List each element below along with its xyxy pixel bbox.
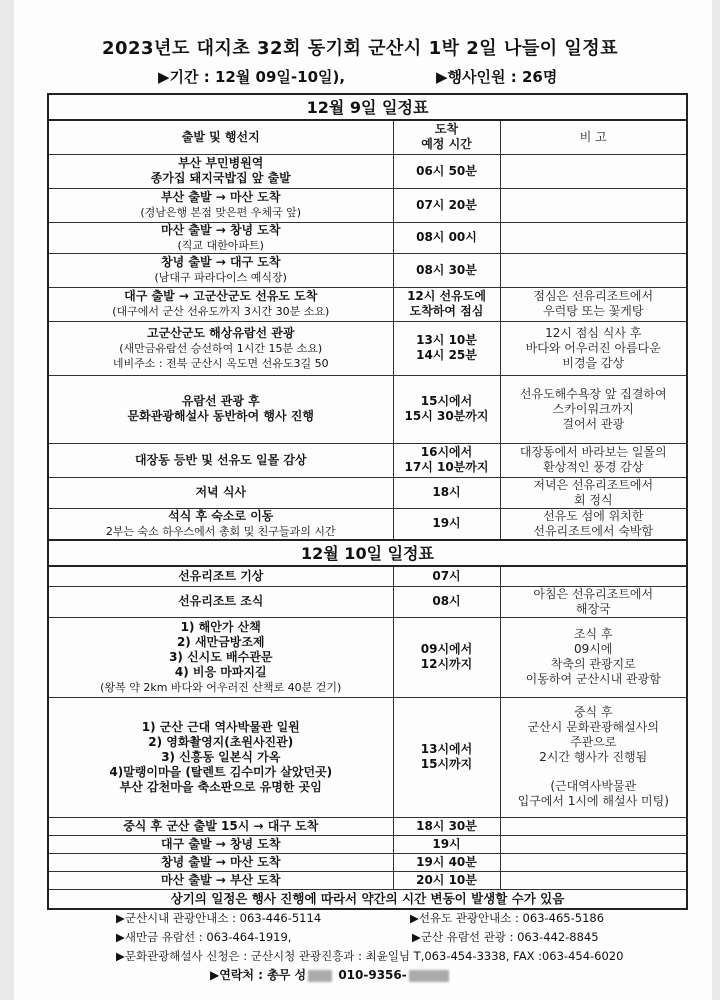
destination-cell xyxy=(48,154,393,188)
contact-gunsan-tour-info: ▶군산시내 관광안내소 : 063-446-5114 xyxy=(116,911,322,925)
destination-line: (왕복 약 2km 바다와 어우러진 산책로 40분 걷기) xyxy=(100,680,342,694)
destination-line: 부산 감천마을 축소판으로 유명한 곳임 xyxy=(119,779,322,794)
arrival-time-line: 19시 xyxy=(432,516,461,531)
remarks-cell xyxy=(500,477,687,508)
schedule-row xyxy=(48,154,687,188)
contact-saemangeum-cruise: ▶새만금 유람선 : 063-464-1919, xyxy=(116,930,292,944)
destination-cell xyxy=(48,188,393,222)
remarks-line: 저녁은 선유리조트에서 xyxy=(533,477,654,492)
arrival-time-cell xyxy=(393,697,500,817)
remarks-cell xyxy=(500,697,687,817)
destination-cell xyxy=(48,617,393,697)
schedule-row xyxy=(48,443,687,477)
schedule-row xyxy=(48,817,687,835)
remarks-cell xyxy=(500,853,687,871)
arrival-time-cell xyxy=(393,508,500,540)
redacted-name xyxy=(308,970,332,982)
remarks-cell xyxy=(500,154,687,188)
destination-cell xyxy=(48,222,393,253)
schedule-row xyxy=(48,287,687,321)
arrival-time-line: 13시에서 xyxy=(420,742,473,756)
destination-line: (직교 대한아파트) xyxy=(177,238,264,252)
arrival-time-line: 15시에서 xyxy=(420,394,473,408)
arrival-time-line: 06시 50분 xyxy=(416,163,477,178)
organizer-contact xyxy=(210,966,451,983)
destination-line: (대구에서 군산 선유도까지 3시간 30분 소요) xyxy=(112,305,330,318)
destination-line: 중식 후 군산 출발 15시 → 대구 도착 xyxy=(123,818,319,833)
day2-heading-row xyxy=(48,540,687,566)
arrival-time-cell xyxy=(393,617,500,697)
arrival-time-cell xyxy=(393,188,500,222)
destination-line: 2) 새만금방조제 xyxy=(176,634,265,649)
destination-line: 종가집 돼지국밥집 앞 출발 xyxy=(150,171,291,185)
schedule-row xyxy=(48,375,687,443)
organizer-label: ▶연락처 : 총무 성 xyxy=(210,968,307,982)
trip-summary xyxy=(0,66,720,86)
destination-line: (남대구 파라다이스 예식장) xyxy=(154,271,287,284)
destination-line: 1) 해안가 산책 xyxy=(180,619,261,634)
remarks-line: 환상적인 풍경 감상 xyxy=(543,460,644,474)
arrival-time-line: 14시 25분 xyxy=(416,348,477,362)
schedule-row xyxy=(48,321,687,375)
destination-cell xyxy=(48,853,393,871)
arrival-time-line: 08시 30분 xyxy=(416,262,477,277)
arrival-time-cell xyxy=(393,853,500,871)
arrival-time-cell xyxy=(393,154,500,188)
destination-cell xyxy=(48,477,393,508)
contact-guide-request: ▶문화관광해설사 신청은 : 군산시청 관광진흥과 : 최윤일님 T,063-454-3338, FAX :063-454-6020 xyxy=(116,949,624,963)
remarks-line: 바다와 어우러진 아름다운 xyxy=(525,340,661,355)
remarks-cell xyxy=(500,566,687,586)
destination-cell xyxy=(48,321,393,375)
arrival-time-line: 19시 xyxy=(432,836,461,851)
remarks-line: 점심은 선유리조트에서 xyxy=(533,289,654,303)
remarks-line: 12시 점심 식사 후 xyxy=(545,325,642,340)
arrival-time-line: 12시 선유도에 xyxy=(407,289,486,303)
remarks-line: 선유도 섬에 위치한 xyxy=(543,508,644,523)
arrival-time-line: 15시 30분까지 xyxy=(404,409,489,423)
arrival-time-cell xyxy=(393,222,500,253)
remarks-cell xyxy=(500,586,687,617)
remarks-line: 09시에 xyxy=(574,642,613,656)
arrival-time-line: 19시 40분 xyxy=(416,854,477,869)
remarks-cell xyxy=(500,375,687,443)
destination-line: 선유리조트 조식 xyxy=(178,594,264,608)
remarks-line: 착축의 관광지로 xyxy=(550,657,636,671)
arrival-time-line: 17시 10분까지 xyxy=(404,460,489,474)
arrival-time-line: 15시까지 xyxy=(420,757,473,771)
remarks-line: 입구에서 1시에 해설사 미팅) xyxy=(517,794,669,808)
column-header-line: 예정 시간 xyxy=(421,137,472,152)
column-header-destination: 출발 및 행선지 xyxy=(48,120,393,154)
arrival-time-cell xyxy=(393,586,500,617)
schedule-row xyxy=(48,508,687,540)
schedule-row xyxy=(48,566,687,586)
schedule-row xyxy=(48,188,687,222)
destination-line: (새만금유람선 승선하여 1시간 15분 소요) xyxy=(119,341,323,355)
destination-line: 선유리조트 기상 xyxy=(178,568,264,583)
destination-line: 3) 신흥동 일본식 가옥 xyxy=(161,749,281,764)
contact-gunsan-cruise: ▶군산 유람선 관광 : 063-442-8845 xyxy=(412,930,599,944)
destination-line: 대구 출발 → 창녕 도착 xyxy=(160,836,281,851)
schedule-table xyxy=(47,93,688,910)
arrival-time-line: 12시까지 xyxy=(420,657,473,671)
destination-line: 2) 영화촬영지(초원사진관) xyxy=(148,734,294,749)
arrival-time-line: 도착하여 점심 xyxy=(409,304,484,318)
remarks-cell xyxy=(500,617,687,697)
destination-cell xyxy=(48,375,393,443)
column-header-arrival-time xyxy=(393,120,500,154)
remarks-line: 비경을 감상 xyxy=(562,355,625,370)
schedule-row xyxy=(48,222,687,253)
destination-line: 창녕 출발 → 마산 도착 xyxy=(160,854,281,869)
remarks-line: 2시간 행사가 진행됨 xyxy=(539,750,648,764)
remarks-line: 이동하여 군산시내 관광함 xyxy=(525,672,661,686)
remarks-cell xyxy=(500,817,687,835)
schedule-footer-row xyxy=(48,889,687,909)
remarks-line: 중식 후 xyxy=(573,705,613,719)
remarks-line xyxy=(503,765,685,779)
arrival-time-line: 16시에서 xyxy=(420,445,473,459)
destination-line: 부산 출발 → 마산 도착 xyxy=(160,190,281,204)
destination-cell xyxy=(48,253,393,287)
destination-cell xyxy=(48,566,393,586)
arrival-time-line: 13시 10분 xyxy=(416,333,477,347)
schedule-row xyxy=(48,617,687,697)
destination-line: 대장동 등반 및 선유도 일몰 감상 xyxy=(134,452,307,467)
arrival-time-cell xyxy=(393,375,500,443)
column-header-line: 도착 xyxy=(434,122,459,137)
schedule-row xyxy=(48,586,687,617)
remarks-cell xyxy=(500,508,687,540)
organizer-phone: 010-9356- xyxy=(338,968,407,982)
destination-cell xyxy=(48,835,393,853)
destination-line: 1) 군산 근대 역사박물관 일원 xyxy=(141,719,300,734)
arrival-time-cell xyxy=(393,817,500,835)
remarks-cell xyxy=(500,253,687,287)
day-heading: 12월 9일 일정표 xyxy=(48,94,687,120)
schedule-row xyxy=(48,253,687,287)
destination-line: 석식 후 숙소로 이동 xyxy=(168,508,274,523)
remarks-line: (근대역사박물관 xyxy=(550,779,637,793)
destination-line: 네비주소 : 전북 군산시 옥도면 선유도3길 50 xyxy=(112,356,329,370)
schedule-row xyxy=(48,697,687,817)
arrival-time-line: 08시 xyxy=(432,594,461,608)
remarks-cell xyxy=(500,222,687,253)
document-title: 2023년도 대지초 32회 동기회 군산시 1박 2일 나들이 일정표 xyxy=(101,38,619,59)
arrival-time-cell xyxy=(393,871,500,889)
remarks-cell xyxy=(500,188,687,222)
arrival-time-line: 09시에서 xyxy=(420,642,473,656)
remarks-line: 선유도해수욕장 앞 집결하여 xyxy=(519,386,667,401)
remarks-cell xyxy=(500,835,687,853)
remarks-line: 걸어서 관광 xyxy=(562,416,625,431)
destination-cell xyxy=(48,817,393,835)
arrival-time-cell xyxy=(393,321,500,375)
schedule-row xyxy=(48,477,687,508)
day1-heading-row xyxy=(48,94,687,120)
column-header-remarks: 비 고 xyxy=(500,120,687,154)
column-header-row xyxy=(48,120,687,154)
destination-line: 유람선 관광 후 xyxy=(181,394,260,408)
schedule-disclaimer: 상기의 일정은 행사 진행에 따라서 약간의 시간 변동이 발생할 수가 있음 xyxy=(48,889,687,909)
remarks-line: 주관으로 xyxy=(570,735,617,749)
contact-seonyudo-tour-info: ▶선유도 관광안내소 : 063-465-5186 xyxy=(410,911,605,925)
remarks-cell xyxy=(500,321,687,375)
remarks-line: 선유리조트에서 숙박함 xyxy=(533,523,654,538)
destination-line: 4)말랭이마을 (탈렌트 김수미가 살았던곳) xyxy=(109,764,333,779)
arrival-time-cell xyxy=(393,835,500,853)
remarks-line: 대장동에서 바라보는 일몰의 xyxy=(519,445,667,459)
remarks-cell xyxy=(500,443,687,477)
destination-line: 2부는 숙소 하우스에서 총회 및 친구들과의 시간 xyxy=(105,524,336,538)
destination-cell xyxy=(48,508,393,540)
destination-cell xyxy=(48,287,393,321)
destination-line: 고군산군도 해상유람선 관광 xyxy=(147,325,295,340)
schedule-row xyxy=(48,853,687,871)
arrival-time-line: 20시 10분 xyxy=(416,872,477,887)
remarks-line: 군산시 문화관광해설사의 xyxy=(527,720,659,734)
arrival-time-line: 08시 00시 xyxy=(416,230,477,244)
remarks-line: 회 정식 xyxy=(573,492,613,507)
destination-line: 대구 출발 → 고군산군도 선유도 도착 xyxy=(124,289,318,303)
remarks-line: 우럭탕 또는 꽃게탕 xyxy=(543,304,644,318)
arrival-time-line: 18시 30분 xyxy=(416,818,477,833)
remarks-line: 스카이워크까지 xyxy=(552,401,634,416)
destination-cell xyxy=(48,871,393,889)
remarks-line: 조식 후 xyxy=(573,627,613,641)
arrival-time-cell xyxy=(393,566,500,586)
arrival-time-line: 07시 xyxy=(432,568,461,583)
destination-line: 마산 출발 → 창녕 도착 xyxy=(160,222,281,237)
remarks-line: 아침은 선유리조트에서 xyxy=(533,586,654,601)
trip-period: ▶기간 : 12월 09일-10일), xyxy=(158,68,346,86)
arrival-time-cell xyxy=(393,253,500,287)
arrival-time-cell xyxy=(393,477,500,508)
trip-headcount: ▶행사인원 : 26명 xyxy=(436,68,558,86)
redacted-number xyxy=(409,970,449,982)
destination-line: 3) 신시도 배수관문 xyxy=(169,649,273,664)
arrival-time-cell xyxy=(393,287,500,321)
destination-line: 부산 부민병원역 xyxy=(178,156,264,170)
destination-line: 저녁 식사 xyxy=(195,485,247,499)
arrival-time-cell xyxy=(393,443,500,477)
arrival-time-line: 18시 xyxy=(432,485,461,499)
destination-cell xyxy=(48,586,393,617)
destination-line: (경남은행 본점 맞은편 우체국 앞) xyxy=(140,206,302,219)
destination-cell xyxy=(48,697,393,817)
remarks-line: 해장국 xyxy=(575,601,611,616)
remarks-cell xyxy=(500,287,687,321)
schedule-row xyxy=(48,871,687,889)
destination-cell xyxy=(48,443,393,477)
destination-line: 창녕 출발 → 대구 도착 xyxy=(160,255,281,269)
day-heading: 12월 10일 일정표 xyxy=(48,540,687,566)
remarks-cell xyxy=(500,871,687,889)
destination-line: 문화관광해설사 동반하여 행사 진행 xyxy=(127,409,314,423)
schedule-row xyxy=(48,835,687,853)
arrival-time-line: 07시 20분 xyxy=(416,197,477,212)
destination-line: 4) 비응 마파지길 xyxy=(174,664,267,679)
destination-line: 마산 출발 → 부산 도착 xyxy=(160,872,281,887)
